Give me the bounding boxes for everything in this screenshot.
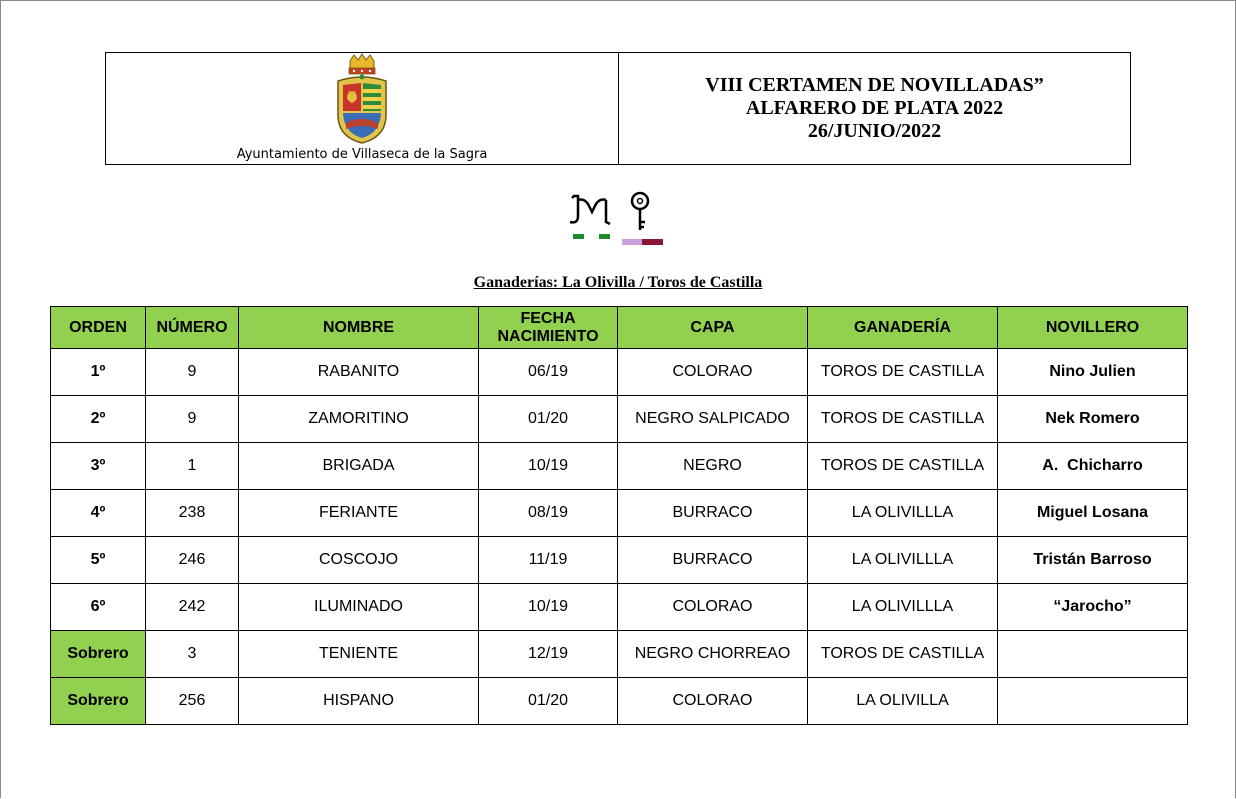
cell-ganaderia: LA OLIVILLA — [808, 678, 998, 725]
cell-capa: BURRACO — [618, 490, 808, 537]
table-row — [51, 396, 1188, 443]
cell-fecha: 08/19 — [479, 490, 618, 537]
cell-nombre: ZAMORITINO — [239, 396, 479, 443]
cell-capa: COLORAO — [618, 678, 808, 725]
table-header-row — [51, 307, 1188, 349]
header-nombre: NOMBRE — [239, 307, 479, 349]
cell-orden: 3º — [51, 443, 146, 490]
municipality-name: Ayuntamiento de Villaseca de la Sagra — [236, 147, 488, 162]
cell-fecha: 10/19 — [479, 584, 618, 631]
cell-orden: 2º — [51, 396, 146, 443]
cell-capa: NEGRO CHORREAO — [618, 631, 808, 678]
cattle-brands — [566, 188, 666, 248]
header-left-cell — [106, 53, 619, 164]
cell-capa: NEGRO — [618, 443, 808, 490]
cell-numero: 256 — [146, 678, 239, 725]
cell-ganaderia: TOROS DE CASTILLA — [808, 396, 998, 443]
cell-orden: Sobrero — [51, 678, 146, 725]
cell-novillero: Tristán Barroso — [998, 537, 1188, 584]
cattle-brand-jm-icon — [570, 196, 610, 239]
cattle-brand-key-icon — [622, 193, 663, 245]
table-row — [51, 678, 1188, 725]
table-row — [51, 443, 1188, 490]
document-header — [105, 52, 1131, 165]
cell-numero: 3 — [146, 631, 239, 678]
cell-nombre: RABANITO — [239, 349, 479, 396]
cell-ganaderia: TOROS DE CASTILLA — [808, 443, 998, 490]
cell-orden: 5º — [51, 537, 146, 584]
cell-novillero — [998, 631, 1188, 678]
cell-numero: 1 — [146, 443, 239, 490]
cell-novillero: Nino Julien — [998, 349, 1188, 396]
cell-capa: COLORAO — [618, 349, 808, 396]
cell-fecha: 10/19 — [479, 443, 618, 490]
cell-numero: 242 — [146, 584, 239, 631]
header-fecha-nacimiento: FECHA NACIMIENTO — [479, 307, 618, 349]
event-award: ALFARERO DE PLATA 2022 — [745, 97, 1004, 119]
cell-nombre: TENIENTE — [239, 631, 479, 678]
cell-capa: COLORAO — [618, 584, 808, 631]
cell-orden: 1º — [51, 349, 146, 396]
table-row — [51, 349, 1188, 396]
header-capa: CAPA — [618, 307, 808, 349]
cell-nombre: HISPANO — [239, 678, 479, 725]
cell-capa: BURRACO — [618, 537, 808, 584]
cell-nombre: COSCOJO — [239, 537, 479, 584]
header-numero: NÚMERO — [146, 307, 239, 349]
cell-numero: 238 — [146, 490, 239, 537]
cell-fecha: 06/19 — [479, 349, 618, 396]
cell-fecha: 01/20 — [479, 678, 618, 725]
cell-orden: 4º — [51, 490, 146, 537]
cell-ganaderia: TOROS DE CASTILLA — [808, 349, 998, 396]
cell-nombre: ILUMINADO — [239, 584, 479, 631]
table-row — [51, 584, 1188, 631]
event-title: VIII CERTAMEN DE NOVILLADAS” — [705, 74, 1044, 96]
cell-orden: 6º — [51, 584, 146, 631]
header-ganaderia: GANADERÍA — [808, 307, 998, 349]
lineup-table — [50, 306, 1188, 725]
cell-ganaderia: LA OLIVILLLA — [808, 584, 998, 631]
cell-nombre: FERIANTE — [239, 490, 479, 537]
cell-novillero — [998, 678, 1188, 725]
cell-fecha: 01/20 — [479, 396, 618, 443]
cell-novillero: Miguel Losana — [998, 490, 1188, 537]
cell-numero: 246 — [146, 537, 239, 584]
coat-of-arms-icon — [332, 53, 392, 147]
table-row — [51, 631, 1188, 678]
cell-numero: 9 — [146, 396, 239, 443]
header-title-cell — [619, 53, 1130, 164]
cell-numero: 9 — [146, 349, 239, 396]
cell-nombre: BRIGADA — [239, 443, 479, 490]
cell-orden: Sobrero — [51, 631, 146, 678]
cell-novillero: “Jarocho” — [998, 584, 1188, 631]
cell-novillero: A. Chicharro — [998, 443, 1188, 490]
ganaderias-subtitle: Ganaderías: La Olivilla / Toros de Castilla — [473, 274, 763, 291]
cell-fecha: 11/19 — [479, 537, 618, 584]
cell-capa: NEGRO SALPICADO — [618, 396, 808, 443]
header-orden: ORDEN — [51, 307, 146, 349]
cell-fecha: 12/19 — [479, 631, 618, 678]
table-row — [51, 537, 1188, 584]
table-row — [51, 490, 1188, 537]
cell-ganaderia: LA OLIVILLLA — [808, 537, 998, 584]
header-novillero: NOVILLERO — [998, 307, 1188, 349]
event-date: 26/JUNIO/2022 — [807, 120, 942, 142]
cell-novillero: Nek Romero — [998, 396, 1188, 443]
cell-ganaderia: LA OLIVILLLA — [808, 490, 998, 537]
cell-ganaderia: TOROS DE CASTILLA — [808, 631, 998, 678]
